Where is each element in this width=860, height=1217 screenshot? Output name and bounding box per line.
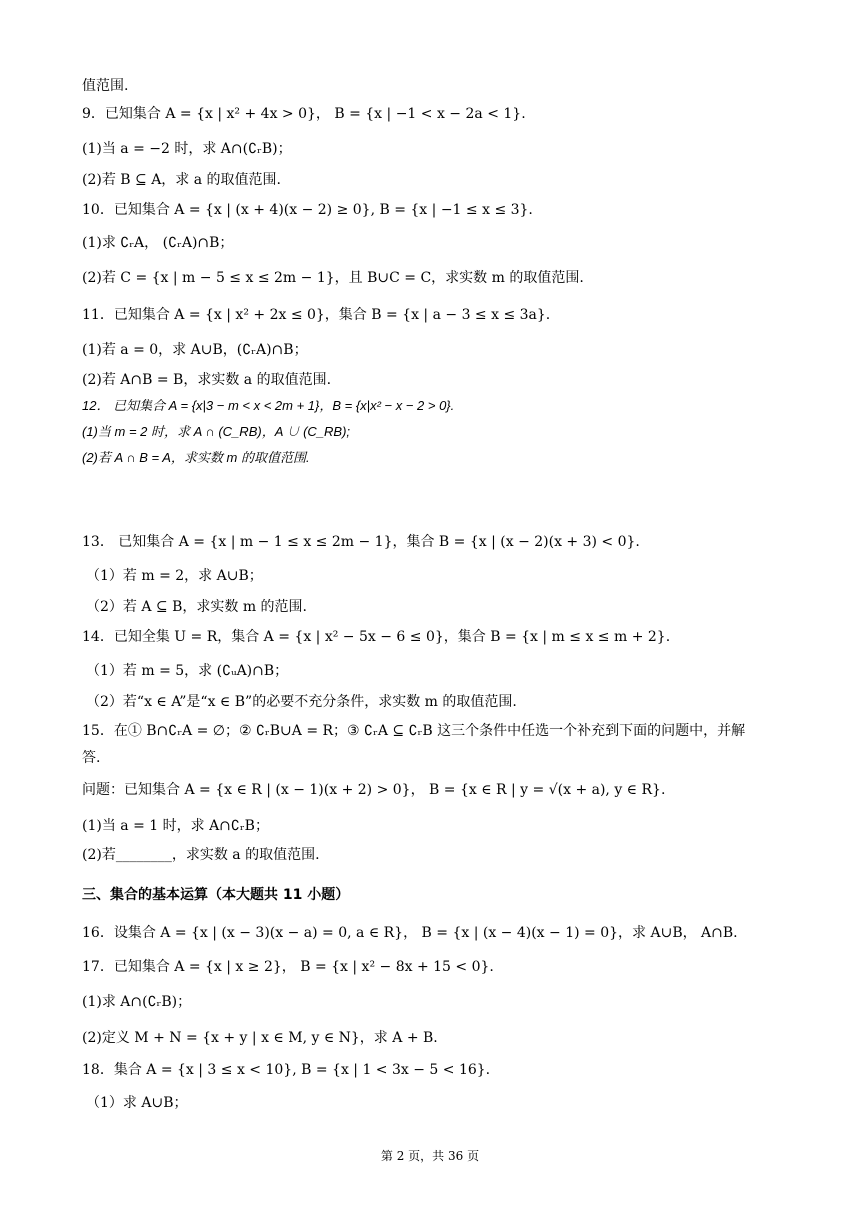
text-line: 值范围.	[82, 78, 129, 94]
text-line: 答.	[82, 750, 101, 766]
problem-12: 12． 已知集合 A = {x|3 − m < x < 2m + 1}，B = {x|x² − x − 2 > 0}.	[82, 398, 455, 413]
text-line: (1)求 A∩(∁ᵣB)；	[82, 994, 192, 1010]
problem-13: 13． 已知集合 A = {x | m − 1 ≤ x ≤ 2m − 1}，集合 B = {x | (x − 2)(x + 3) < 0}.	[82, 534, 640, 550]
text-line: (2)若 A ∩ B = A，求实数 m 的取值范围.	[82, 450, 310, 465]
problem-18: 18．集合 A = {x | 3 ≤ x < 10}, B = {x | 1 < 3x − 5 < 16}.	[82, 1062, 491, 1078]
text-line: （2）若 A ⊆ B，求实数 m 的范围.	[86, 599, 308, 615]
text-line: 问题：已知集合 A = {x ∈ R | (x − 1)(x + 2) > 0}， B = {x ∈ R | y = √(x + a), y ∈ R}.	[82, 782, 666, 798]
text-line: (2)定义 M + N = {x + y | x ∈ M, y ∈ N}，求 A + B.	[82, 1030, 438, 1046]
text-line: (1)求 ∁ᵣA， (∁ᵣA)∩B；	[82, 235, 234, 251]
text-line: （1）若 m = 2，求 A∪B；	[86, 568, 263, 584]
text-line: （1）若 m = 5，求 (∁ᵤA)∩B；	[86, 663, 289, 679]
text-line: (2)若 A∩B = B，求实数 a 的取值范围.	[82, 372, 332, 388]
text-line: (1)当 a = −2 时，求 A∩(∁ᵣB)；	[82, 141, 292, 157]
problem-15: 15．在① B∩∁ᵣA = ∅；② ∁ᵣB∪A = R；③ ∁ᵣA ⊆ ∁ᵣB 这三个条件中任选一个补充到下面的问题中，并解	[82, 723, 746, 739]
page-footer: 第 2 页，共 36 页	[380, 1149, 480, 1163]
problem-9: 9．已知集合 A = {x | x² + 4x > 0}， B = {x | −1 < x − 2a < 1}.	[82, 106, 526, 122]
text-line: （1）求 A∪B；	[86, 1095, 188, 1111]
text-line: (2)若________，求实数 a 的取值范围.	[82, 847, 320, 863]
problem-14: 14．已知全集 U = R，集合 A = {x | x² − 5x − 6 ≤ 0}，集合 B = {x | m ≤ x ≤ m + 2}.	[82, 629, 671, 645]
text-line: (2)若 B ⊆ A，求 a 的取值范围.	[82, 172, 282, 188]
text-line: (1)当 a = 1 时，求 A∩∁ᵣB；	[82, 818, 269, 834]
problem-11: 11．已知集合 A = {x | x² + 2x ≤ 0}，集合 B = {x | a − 3 ≤ x ≤ 3a}.	[82, 307, 551, 323]
text-line: （2）若“x ∈ A”是“x ∈ B”的必要不充分条件，求实数 m 的取值范围.	[86, 694, 517, 710]
section-heading: 三、集合的基本运算（本大题共 11 小题）	[82, 887, 350, 903]
problem-17: 17．已知集合 A = {x | x ≥ 2}， B = {x | x² − 8x + 15 < 0}.	[82, 959, 494, 975]
text-line: (2)若 C = {x | m − 5 ≤ x ≤ 2m − 1}，且 B∪C = C，求实数 m 的取值范围.	[82, 270, 584, 286]
text-line: (1)当 m = 2 时，求 A ∩ (C_RB)，A ∪ (C_RB);	[82, 424, 351, 439]
problem-10: 10．已知集合 A = {x | (x + 4)(x − 2) ≥ 0}, B = {x | −1 ≤ x ≤ 3}.	[82, 202, 533, 218]
problem-16: 16．设集合 A = {x | (x − 3)(x − a) = 0, a ∈ R}， B = {x | (x − 4)(x − 1) = 0}，求 A∪B， A∩B.	[82, 925, 738, 941]
text-line: (1)若 a = 0，求 A∪B，(∁ᵣA)∩B；	[82, 342, 308, 358]
